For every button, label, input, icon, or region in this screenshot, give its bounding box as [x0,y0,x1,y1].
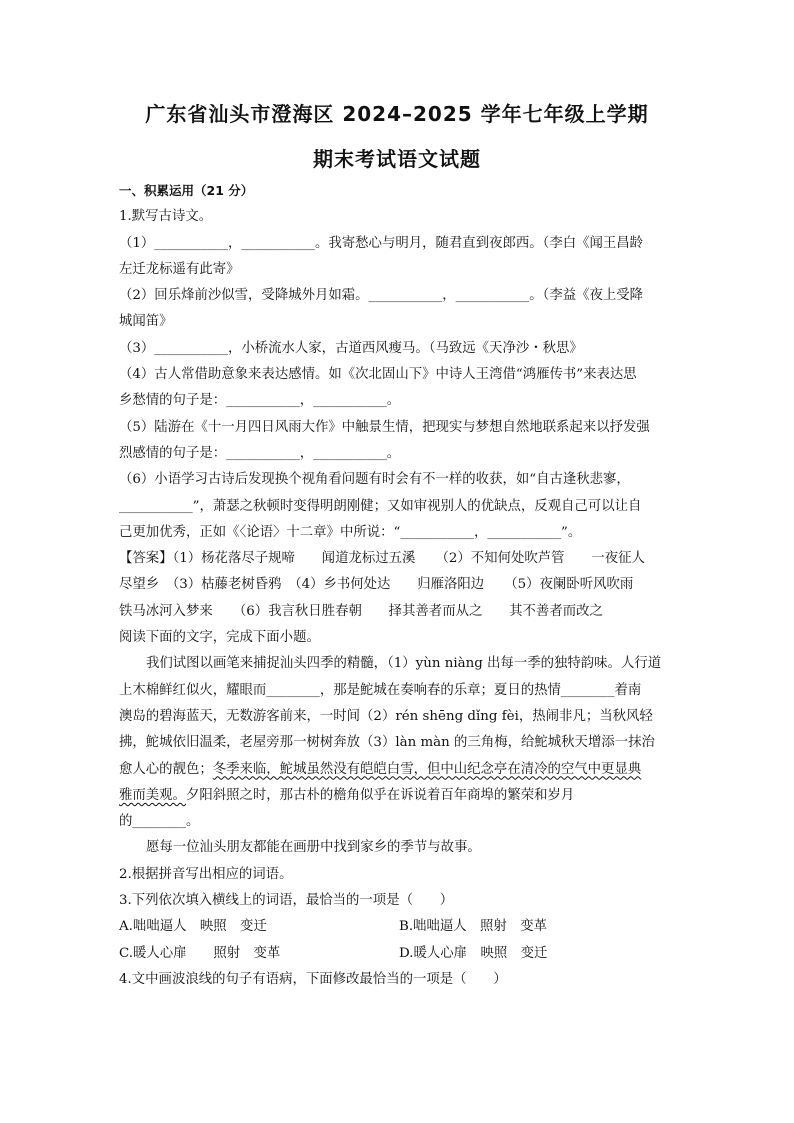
title-line-2: 期末考试语文试题 [313,147,481,171]
option-d: D.暖人心扉 映照 变迁 [399,945,548,961]
answer-line: 尽望乡 （3）枯藤老树昏鸦 （4）乡书何处达 归雁洛阳边 （5）夜阑卧听风吹雨 [119,577,634,593]
question-3: 3.下列依次填入横线上的词语，最恰当的一项是（ ） [119,893,454,909]
text-line: 左迁龙标遥有此寄》 [119,261,240,277]
wavy-underlined-sentence: 雅而美观。 [119,787,186,803]
exam-body [119,178,679,993]
question-4: 4.文中画波浪线的句子有语病，下面修改最恰当的一项是（ ） [119,971,507,987]
text-line: 烈感情的句子是：___________，___________。 [119,445,401,461]
passage-line [119,783,679,809]
text-line: 己更加优秀，正如《〈论语〉十二章》中所说：“___________，___________”。 [119,524,582,540]
passage-line: 我们试图以画笔来捕捉汕头四季的精髓，（1）yùn niàng 出每一季的独特韵味。人行道 [146,656,662,672]
text-line: （3）___________，小桥流水人家，古道西风瘦马。（马致远《天净沙・秋思》 [119,340,583,356]
passage-text: 夕阳斜照之时，那古朴的檐角似乎在诉说着百年商埠的繁荣和岁月 [185,787,575,803]
option-b: B.咄咄逼人 照射 变革 [399,919,548,935]
q3-options-row [119,914,679,940]
passage-line: 的________。 [119,814,200,830]
section-heading: 一、积累运用（21 分） [119,183,254,198]
passage-line: 上木棉鲜红似火，耀眼而________，那是鮀城在奏响春的乐章；夏日的热情________着南 [119,682,642,698]
text-line: （5）陆游在《十一月四日风雨大作》中触景生情，把现实与梦想自然地联系起来以抒发强 [119,419,650,435]
passage-line [119,757,679,783]
text-line: （1）___________，___________。我寄愁心与明月，随君直到夜郎西。（李白《闻王昌龄 [119,235,644,251]
option-a: A.咄咄逼人 映照 变迁 [119,919,267,935]
answer-line: 【答案】（1）杨花落尽子规啼 闻道龙标过五溪 （2）不知何处吹芦管 一夜征人 [119,551,645,567]
text-line: 乡愁情的句子是：___________，___________。 [119,393,401,409]
text-line: （6）小语学习古诗后发现换个视角看问题有时会有不一样的收获，如“自古逢秋悲寥， [119,472,630,488]
q3-options-row [119,941,679,967]
option-c: C.暖人心扉 照射 变革 [119,945,281,961]
text-line: 1.默写古诗文。 [119,209,213,225]
passage-text: 愈人心的靓色； [119,761,213,777]
text-line: ___________”，萧瑟之秋顿时变得明朗刚健；又如审视别人的优缺点，反观自己可以让自 [119,498,642,514]
answer-line: 铁马冰河入梦来 （6）我言秋日胜春朝 择其善者而从之 其不善者而改之 [119,603,603,619]
wavy-underlined-sentence: 冬季来临，鮀城虽然没有皑皑白雪，但中山纪念亭在清冷的空气中更显典 [212,761,642,777]
text-line: 城闻笛》 [119,314,173,330]
reading-instruction: 阅读下面的文字，完成下面小题。 [119,630,320,646]
text-line: （4）古人常借助意象来表达感情。如《次北固山下》中诗人王湾借“鸿雁传书”来表达思 [119,367,637,383]
passage-line: 拂，鮀城依旧温柔，老屋旁那一树树奔放（3）làn màn 的三角梅，给鮀城秋天增添一抹治 [119,735,655,751]
passage-line: 愿每一位汕头朋友都能在画册中找到家乡的季节与故事。 [146,840,481,856]
title-line-1: 广东省汕头市澄海区 2024–2025 学年七年级上学期 [145,102,649,126]
passage-line: 澳岛的碧海蓝天，无数游客前来，一时间（2）rén shēng dǐng fèi，热闹非凡；当秋风轻 [119,708,653,724]
question-2: 2.根据拼音写出相应的词语。 [119,866,293,882]
text-line: （2）回乐烽前沙似雪，受降城外月如霜。___________，___________。（李益《夜上受降 [119,288,644,304]
